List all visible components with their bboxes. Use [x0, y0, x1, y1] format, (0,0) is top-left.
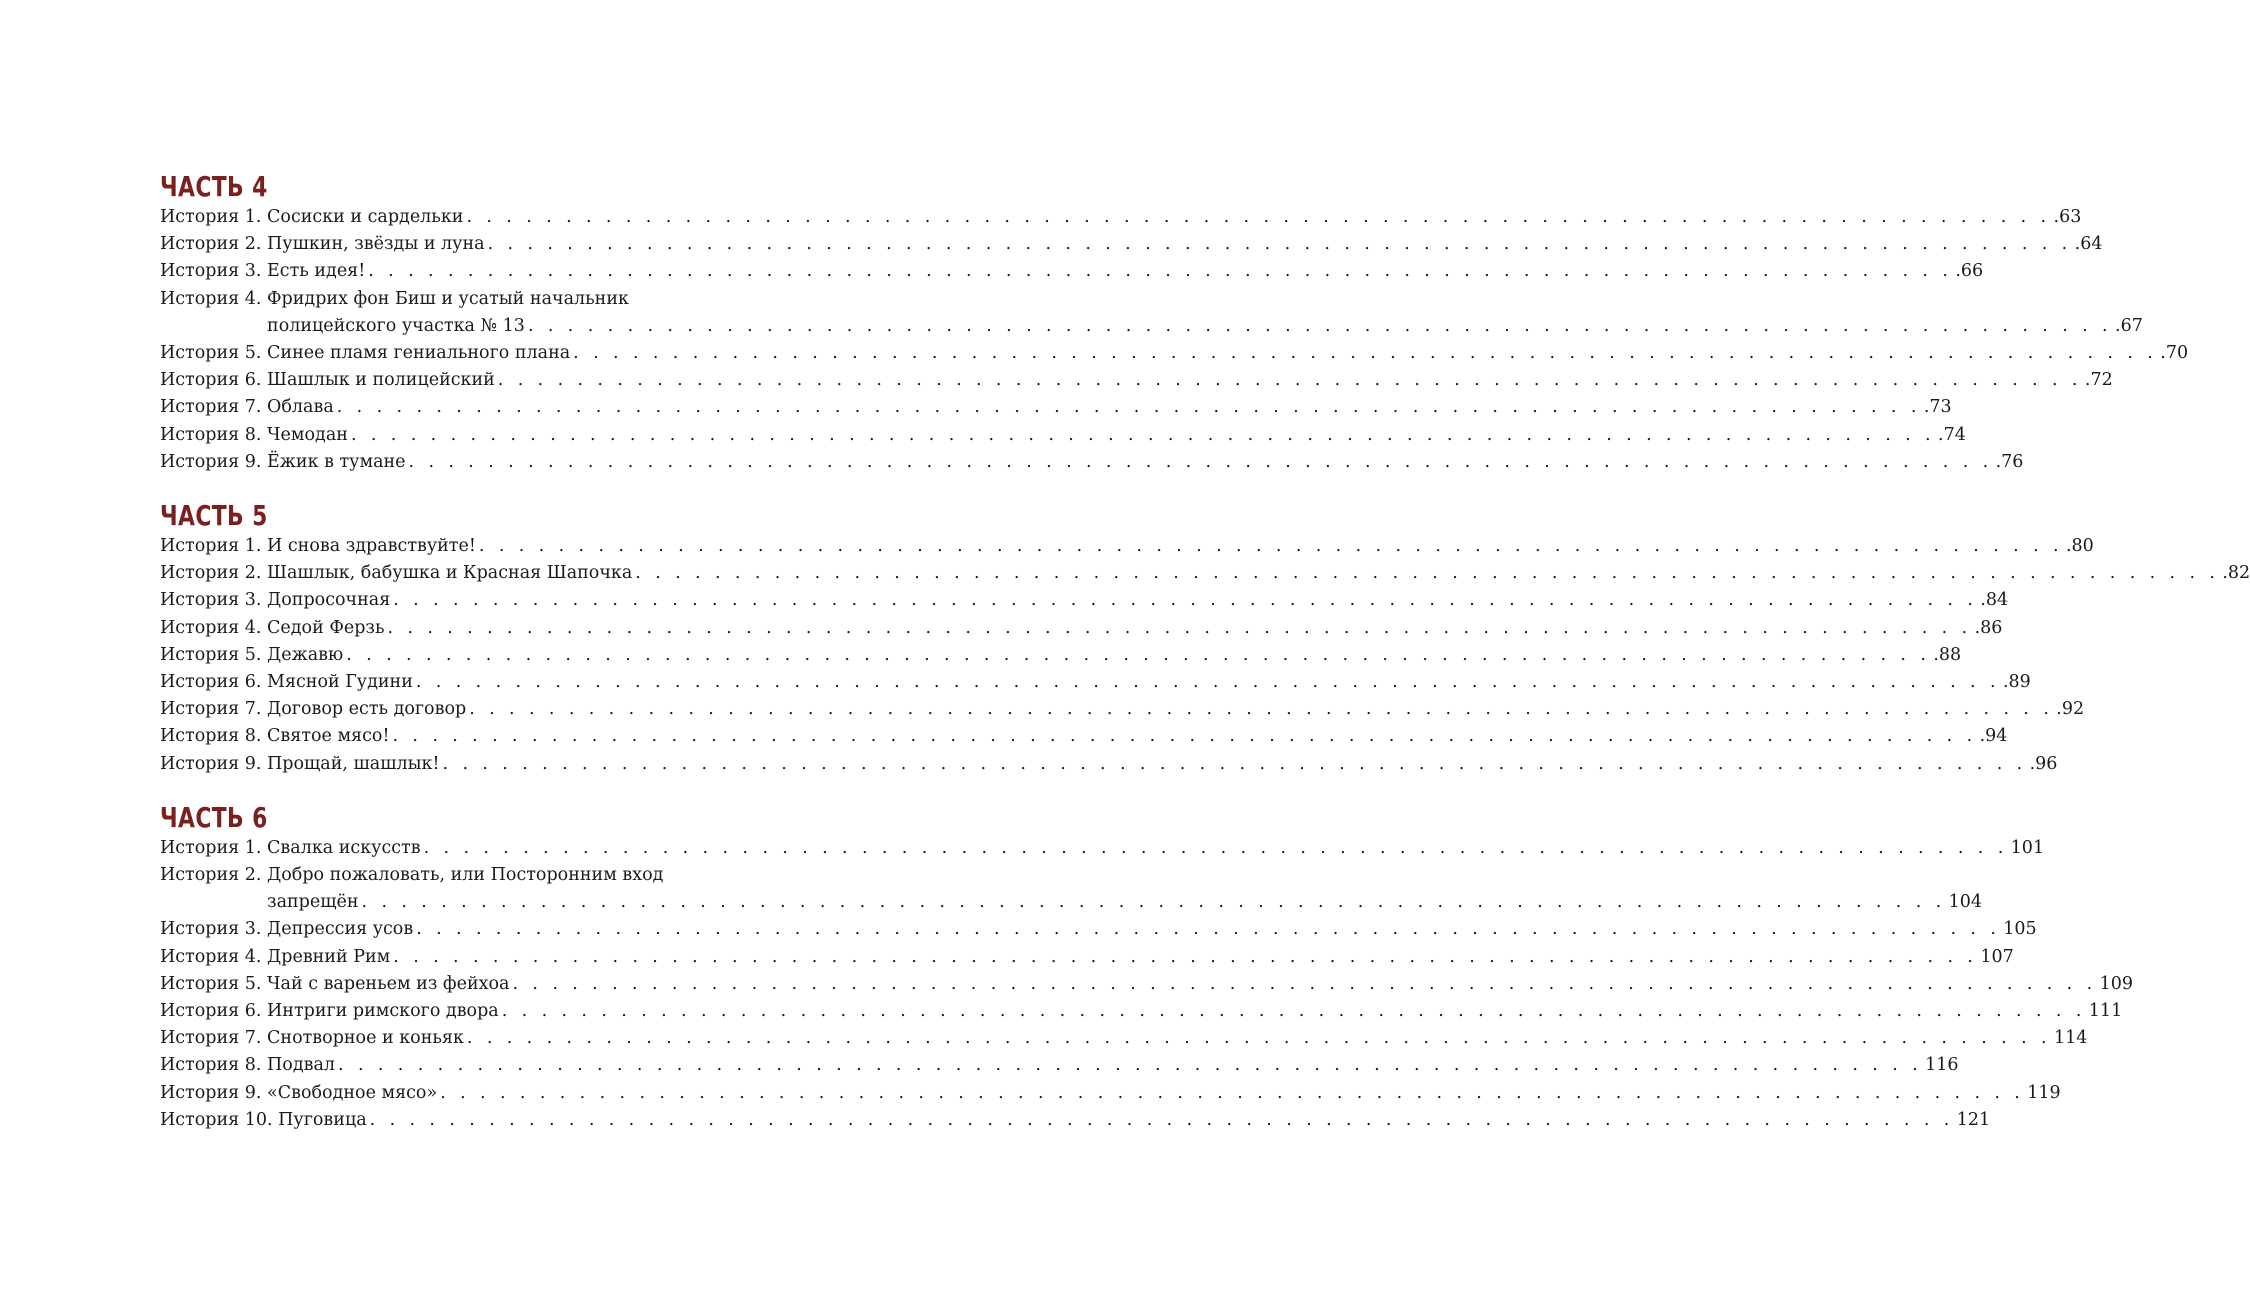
- entry-title: Шашлык и полицейский: [267, 370, 495, 391]
- dot-leader: . . . . . . . . . . . . . . . . . . . . . . . . . . . . . . . . . . . . . . . . . . . . . . . . . . . . . . . . . . . . . . . . . . . . . . . . . . . . . . . .: [369, 1109, 1954, 1130]
- dot-leader: . . . . . . . . . . . . . . . . . . . . . . . . . . . . . . . . . . . . . . . . . . . . . . . . . . . . . . . . . . . . . . . . . . . . . . . . . . . . . . . .: [573, 343, 2158, 364]
- dot-leader: . . . . . . . . . . . . . . . . . . . . . . . . . . . . . . . . . . . . . . . . . . . . . . . . . . . . . . . . . . . . . . . . . . . . . . . . . . . . . . . .: [442, 753, 2027, 774]
- entry-body: [267, 560, 2250, 587]
- dot-leader: . . . . . . . . . . . . . . . . . . . . . . . . . . . . . . . . . . . . . . . . . . . . . . . . . . . . . . . . . . . . . . . . . . . . . . . . . . . . . . . .: [512, 973, 2097, 994]
- toc-part: [160, 170, 2189, 476]
- toc-entry[interactable]: [160, 751, 2058, 778]
- dot-leader: . . . . . . . . . . . . . . . . . . . . . . . . . . . . . . . . . . . . . . . . . . . . . . . . . . . . . . . . . . . . . . . . . . . . . . . . . . . . . . . .: [346, 644, 1931, 665]
- entry-body: [267, 367, 2113, 394]
- page-number: .82: [2222, 563, 2250, 584]
- entry-line: [267, 642, 1962, 669]
- part-title: ЧАСТЬ 6: [160, 800, 268, 834]
- toc-entry[interactable]: [160, 862, 1983, 916]
- page-number: .80: [2065, 536, 2094, 557]
- dot-leader: . . . . . . . . . . . . . . . . . . . . . . . . . . . . . . . . . . . . . . . . . . . . . . . . . . . . . . . . . . . . . . . . . . . . . . . . . . . . . . . .: [635, 563, 2220, 584]
- entry-title: «Свободное мясо»: [267, 1082, 438, 1103]
- page-number: .70: [2160, 343, 2189, 364]
- entry-line: [267, 615, 2003, 642]
- entry-label: История 8.: [160, 726, 262, 747]
- toc-entry[interactable]: [160, 286, 2143, 340]
- dot-leader: . . . . . . . . . . . . . . . . . . . . . . . . . . . . . . . . . . . . . . . . . . . . . . . . . . . . . . . . . . . . . . . . . . . . . . . . . . . . . . . .: [478, 536, 2063, 557]
- entry-title: Чай с вареньем из фейхоа: [267, 973, 510, 994]
- toc-entry[interactable]: [160, 1052, 1959, 1079]
- entry-line: [267, 533, 2094, 560]
- dot-leader: . . . . . . . . . . . . . . . . . . . . . . . . . . . . . . . . . . . . . . . . . . . . . . . . . . . . . . . . . . . . . . . . . . . . . . . . . . . . . . . .: [440, 1082, 2025, 1103]
- page-number: 109: [2099, 973, 2133, 994]
- entry-line: [267, 286, 756, 313]
- dot-leader: . . . . . . . . . . . . . . . . . . . . . . . . . . . . . . . . . . . . . . . . . . . . . . . . . . . . . . . . . . . . . . . . . . . . . . . . . . . . . . . .: [497, 370, 2082, 391]
- page-number: 116: [1925, 1055, 1959, 1076]
- toc-entry[interactable]: [160, 449, 2024, 476]
- toc-entry[interactable]: [160, 916, 2037, 943]
- dot-leader: . . . . . . . . . . . . . . . . . . . . . . . . . . . . . . . . . . . . . . . . . . . . . . . . . . . . . . . . . . . . . . . . . . . . . . . . . . . . . . . .: [501, 1001, 2086, 1022]
- toc-entry[interactable]: [160, 944, 2014, 971]
- page-number: .94: [1979, 726, 2008, 747]
- entry-line: [267, 862, 756, 889]
- page-number: .67: [2115, 315, 2143, 336]
- entry-title: Есть идея!: [267, 261, 366, 282]
- entry-title: Древний Рим: [267, 946, 391, 967]
- page-number: .63: [2053, 207, 2082, 227]
- dot-leader: . . . . . . . . . . . . . . . . . . . . . . . . . . . . . . . . . . . . . . . . . . . . . . . . . . . . . . . . . . . . . . . . . . . . . . . . . . . . . . . .: [466, 1028, 2051, 1049]
- entry-line: [267, 998, 2123, 1025]
- entry-body: [267, 1080, 2061, 1107]
- entry-line: [267, 587, 2009, 614]
- entry-body: [267, 751, 2058, 778]
- toc-entry[interactable]: [160, 204, 2082, 231]
- entry-label: История 5.: [160, 644, 262, 665]
- toc-entry[interactable]: [160, 367, 2113, 394]
- toc-entry[interactable]: [160, 696, 2085, 723]
- toc-entry[interactable]: [160, 258, 1984, 285]
- entry-label: История 2.: [160, 563, 262, 584]
- page-number: .89: [2002, 672, 2031, 693]
- entry-label: История 6.: [160, 370, 262, 391]
- page-number: .88: [1933, 644, 1962, 665]
- entry-body: [267, 696, 2085, 723]
- entry-body: [267, 642, 1962, 669]
- page-number: 104: [1948, 892, 1983, 913]
- entry-body: [267, 916, 2037, 943]
- entry-line: [267, 204, 2082, 231]
- entry-title: запрещён: [267, 892, 359, 913]
- dot-leader: . . . . . . . . . . . . . . . . . . . . . . . . . . . . . . . . . . . . . . . . . . . . . . . . . . . . . . . . . . . . . . . . . . . . . . . . . . . . . . . .: [338, 1055, 1923, 1076]
- entry-body: [267, 204, 2082, 231]
- page-number: .92: [2056, 699, 2085, 720]
- entry-label: История 9.: [160, 753, 262, 774]
- entry-title: Прощай, шашлык!: [267, 753, 440, 774]
- entry-title: полицейского участка № 13: [267, 315, 525, 336]
- page-number: .96: [2029, 753, 2058, 774]
- toc-entry[interactable]: [160, 340, 2189, 367]
- entry-label: История 3.: [160, 919, 262, 940]
- entry-label: История 7.: [160, 699, 262, 720]
- entry-title: Подвал: [267, 1055, 336, 1076]
- dot-leader: . . . . . . . . . . . . . . . . . . . . . . . . . . . . . . . . . . . . . . . . . . . . . . . . . . . . . . . . . . . . . . . . . . . . . . . . . . . . . . . .: [416, 919, 2001, 940]
- entry-body: [267, 449, 2024, 476]
- page-number: .76: [1995, 451, 2024, 472]
- entry-label: История 6.: [160, 1001, 262, 1022]
- toc-part: [160, 499, 2250, 778]
- entry-label: История 8.: [160, 1055, 262, 1076]
- page-number: .66: [1955, 261, 1984, 282]
- entry-body: [267, 615, 2003, 642]
- entry-title: Свалка искусств: [267, 837, 421, 858]
- entry-label: История 4.: [160, 946, 262, 967]
- entry-label: История 2.: [160, 234, 262, 255]
- dot-leader: . . . . . . . . . . . . . . . . . . . . . . . . . . . . . . . . . . . . . . . . . . . . . . . . . . . . . . . . . . . . . . . . . . . . . . . . . . . . . . . .: [361, 892, 1946, 913]
- entry-title: Пуговица: [278, 1109, 367, 1130]
- entry-line: [267, 944, 2014, 971]
- entry-body: [267, 971, 2133, 998]
- dot-leader: . . . . . . . . . . . . . . . . . . . . . . . . . . . . . . . . . . . . . . . . . . . . . . . . . . . . . . . . . . . . . . . . . . . . . . . . . . . . . . . .: [387, 617, 1972, 638]
- page-number: 111: [2088, 1001, 2123, 1022]
- entry-label: История 5.: [160, 973, 262, 994]
- toc-part: [160, 800, 2133, 1134]
- page-number: .72: [2084, 370, 2113, 391]
- entry-line: [267, 340, 2189, 367]
- dot-leader: . . . . . . . . . . . . . . . . . . . . . . . . . . . . . . . . . . . . . . . . . . . . . . . . . . . . . . . . . . . . . . . . . . . . . . . . . . . . . . . .: [336, 397, 1921, 418]
- page-number: 114: [2053, 1028, 2088, 1049]
- entry-body: [267, 286, 2143, 340]
- entry-line: [267, 971, 2133, 998]
- entry-title: Мясной Гудини: [267, 672, 413, 693]
- entry-title: Сосиски и сардельки: [267, 207, 464, 227]
- entry-title: Ёжик в тумане: [267, 451, 406, 472]
- entry-body: [267, 1052, 1959, 1079]
- toc-entry[interactable]: [160, 231, 2103, 258]
- entry-line: [267, 1052, 1959, 1079]
- entry-line: [267, 449, 2024, 476]
- toc-entry[interactable]: [160, 615, 2003, 642]
- entry-label: История 1.: [160, 207, 262, 227]
- entry-label: История 9.: [160, 451, 262, 472]
- entry-body: [267, 1025, 2088, 1052]
- entry-label: История 7.: [160, 1028, 262, 1049]
- dot-leader: . . . . . . . . . . . . . . . . . . . . . . . . . . . . . . . . . . . . . . . . . . . . . . . . . . . . . . . . . . . . . . . . . . . . . . . . . . . . . . . .: [368, 261, 1953, 282]
- entry-line: [267, 835, 2045, 862]
- page-number: 107: [1980, 946, 2014, 967]
- dot-leader: . . . . . . . . . . . . . . . . . . . . . . . . . . . . . . . . . . . . . . . . . . . . . . . . . . . . . . . . . . . . . . . . . . . . . . . . . . . . . . . .: [392, 726, 1977, 747]
- dot-leader: . . . . . . . . . . . . . . . . . . . . . . . . . . . . . . . . . . . . . . . . . . . . . . . . . . . . . . . . . . . . . . . . . . . . . . . . . . . . . . . .: [408, 451, 1993, 472]
- entry-line: [267, 1025, 2088, 1052]
- entry-body: [267, 835, 2045, 862]
- table-of-contents: [160, 170, 2250, 1159]
- entry-title: Добро пожаловать, или Посторонним вход: [267, 865, 664, 886]
- entry-body: [267, 340, 2189, 367]
- entry-title: Депрессия усов: [267, 919, 414, 940]
- toc-entry[interactable]: [160, 1025, 2088, 1052]
- page-number: 105: [2003, 919, 2037, 940]
- entry-title: Святое мясо!: [267, 726, 390, 747]
- dot-leader: . . . . . . . . . . . . . . . . . . . . . . . . . . . . . . . . . . . . . . . . . . . . . . . . . . . . . . . . . . . . . . . . . . . . . . . . . . . . . . . .: [393, 946, 1978, 967]
- entry-line: [267, 394, 1952, 421]
- page-number: .64: [2074, 234, 2103, 255]
- entry-line: [267, 1080, 2061, 1107]
- entry-body: [267, 231, 2103, 258]
- entry-line: [267, 313, 2143, 340]
- entry-title: Синее пламя гениального плана: [267, 343, 571, 364]
- entry-label: История 3.: [160, 261, 262, 282]
- entry-label: История 7.: [160, 397, 262, 418]
- entry-title: Дежавю: [267, 644, 344, 665]
- page-number: 121: [1956, 1109, 1991, 1130]
- toc-entry[interactable]: [160, 835, 2045, 862]
- toc-entry[interactable]: [160, 998, 2123, 1025]
- toc-entry[interactable]: [160, 723, 2008, 750]
- entry-body: [267, 533, 2094, 560]
- entry-label: История 2.: [160, 865, 262, 886]
- entry-body: [267, 587, 2009, 614]
- dot-leader: . . . . . . . . . . . . . . . . . . . . . . . . . . . . . . . . . . . . . . . . . . . . . . . . . . . . . . . . . . . . . . . . . . . . . . . . . . . . . . . .: [527, 315, 2113, 336]
- entry-title: Шашлык, бабушка и Красная Шапочка: [267, 563, 633, 584]
- dot-leader: . . . . . . . . . . . . . . . . . . . . . . . . . . . . . . . . . . . . . . . . . . . . . . . . . . . . . . . . . . . . . . . . . . . . . . . . . . . . . . . .: [415, 672, 2000, 693]
- entry-line: [267, 669, 2031, 696]
- page-number: 101: [2010, 837, 2045, 858]
- entry-line: [267, 916, 2037, 943]
- entry-label: История 1.: [160, 837, 262, 858]
- entry-body: [267, 944, 2014, 971]
- page-number: 119: [2027, 1082, 2061, 1103]
- page-number: .74: [1938, 424, 1966, 445]
- entry-line: [267, 723, 2008, 750]
- entry-title: Облава: [267, 397, 334, 418]
- entry-title: Интриги римского двора: [267, 1001, 499, 1022]
- entry-label: История 9.: [160, 1082, 262, 1103]
- entry-title: Пушкин, звёзды и луна: [267, 234, 485, 255]
- entry-title: Фридрих фон Биш и усатый начальник: [267, 288, 629, 309]
- entry-line: [267, 889, 1983, 916]
- entry-line: [267, 231, 2103, 258]
- entry-body: [267, 258, 1984, 285]
- entry-label: История 6.: [160, 672, 262, 693]
- entry-label: История 8.: [160, 424, 262, 445]
- toc-entry[interactable]: [160, 642, 1962, 669]
- dot-leader: . . . . . . . . . . . . . . . . . . . . . . . . . . . . . . . . . . . . . . . . . . . . . . . . . . . . . . . . . . . . . . . . . . . . . . . . . . . . . . . .: [393, 590, 1978, 611]
- toc-entry[interactable]: [160, 560, 2250, 587]
- dot-leader: . . . . . . . . . . . . . . . . . . . . . . . . . . . . . . . . . . . . . . . . . . . . . . . . . . . . . . . . . . . . . . . . . . . . . . . . . . . . . . . .: [350, 424, 1936, 445]
- entry-line: [267, 696, 2085, 723]
- entry-label: История 3.: [160, 590, 262, 611]
- toc-entry[interactable]: [160, 422, 1966, 449]
- entry-line: [267, 560, 2250, 587]
- entry-line: [267, 422, 1966, 449]
- entry-label: История 1.: [160, 536, 262, 557]
- entry-body: [267, 394, 1952, 421]
- entry-body: [278, 1107, 1991, 1134]
- entry-label: История 4.: [160, 288, 262, 309]
- entry-title: Допросочная: [267, 590, 391, 611]
- page-number: .73: [1923, 397, 1952, 418]
- entry-body: [267, 998, 2123, 1025]
- toc-entry[interactable]: [160, 1107, 1991, 1134]
- part-title: ЧАСТЬ 5: [160, 499, 268, 533]
- entry-label: История 5.: [160, 343, 262, 364]
- dot-leader: . . . . . . . . . . . . . . . . . . . . . . . . . . . . . . . . . . . . . . . . . . . . . . . . . . . . . . . . . . . . . . . . . . . . . . . . . . . . . . . .: [466, 207, 2051, 227]
- entry-title: Чемодан: [267, 424, 348, 445]
- dot-leader: . . . . . . . . . . . . . . . . . . . . . . . . . . . . . . . . . . . . . . . . . . . . . . . . . . . . . . . . . . . . . . . . . . . . . . . . . . . . . . . .: [423, 837, 2008, 858]
- entry-title: Снотворное и коньяк: [267, 1028, 464, 1049]
- toc-entry[interactable]: [160, 533, 2094, 560]
- dot-leader: . . . . . . . . . . . . . . . . . . . . . . . . . . . . . . . . . . . . . . . . . . . . . . . . . . . . . . . . . . . . . . . . . . . . . . . . . . . . . . . .: [469, 699, 2054, 720]
- entry-label: История 10.: [160, 1109, 273, 1130]
- toc-entry[interactable]: [160, 587, 2009, 614]
- entry-body: [267, 669, 2031, 696]
- entry-line: [267, 367, 2113, 394]
- page-number: .86: [1974, 617, 2003, 638]
- entry-line: [278, 1107, 1991, 1134]
- entry-title: И снова здравствуйте!: [267, 536, 476, 557]
- entry-title: Седой Ферзь: [267, 617, 385, 638]
- page-number: .84: [1980, 590, 2009, 611]
- entry-label: История 4.: [160, 617, 262, 638]
- part-title: ЧАСТЬ 4: [160, 170, 268, 203]
- entry-line: [267, 258, 1984, 285]
- toc-entry[interactable]: [160, 669, 2031, 696]
- entry-body: [267, 862, 1983, 916]
- toc-entry[interactable]: [160, 394, 1952, 421]
- entry-title: Договор есть договор: [267, 699, 467, 720]
- toc-entry[interactable]: [160, 971, 2133, 998]
- dot-leader: . . . . . . . . . . . . . . . . . . . . . . . . . . . . . . . . . . . . . . . . . . . . . . . . . . . . . . . . . . . . . . . . . . . . . . . . . . . . . . . .: [487, 234, 2072, 255]
- toc-entry[interactable]: [160, 1080, 2061, 1107]
- entry-body: [267, 723, 2008, 750]
- entry-line: [267, 751, 2058, 778]
- entry-body: [267, 422, 1966, 449]
